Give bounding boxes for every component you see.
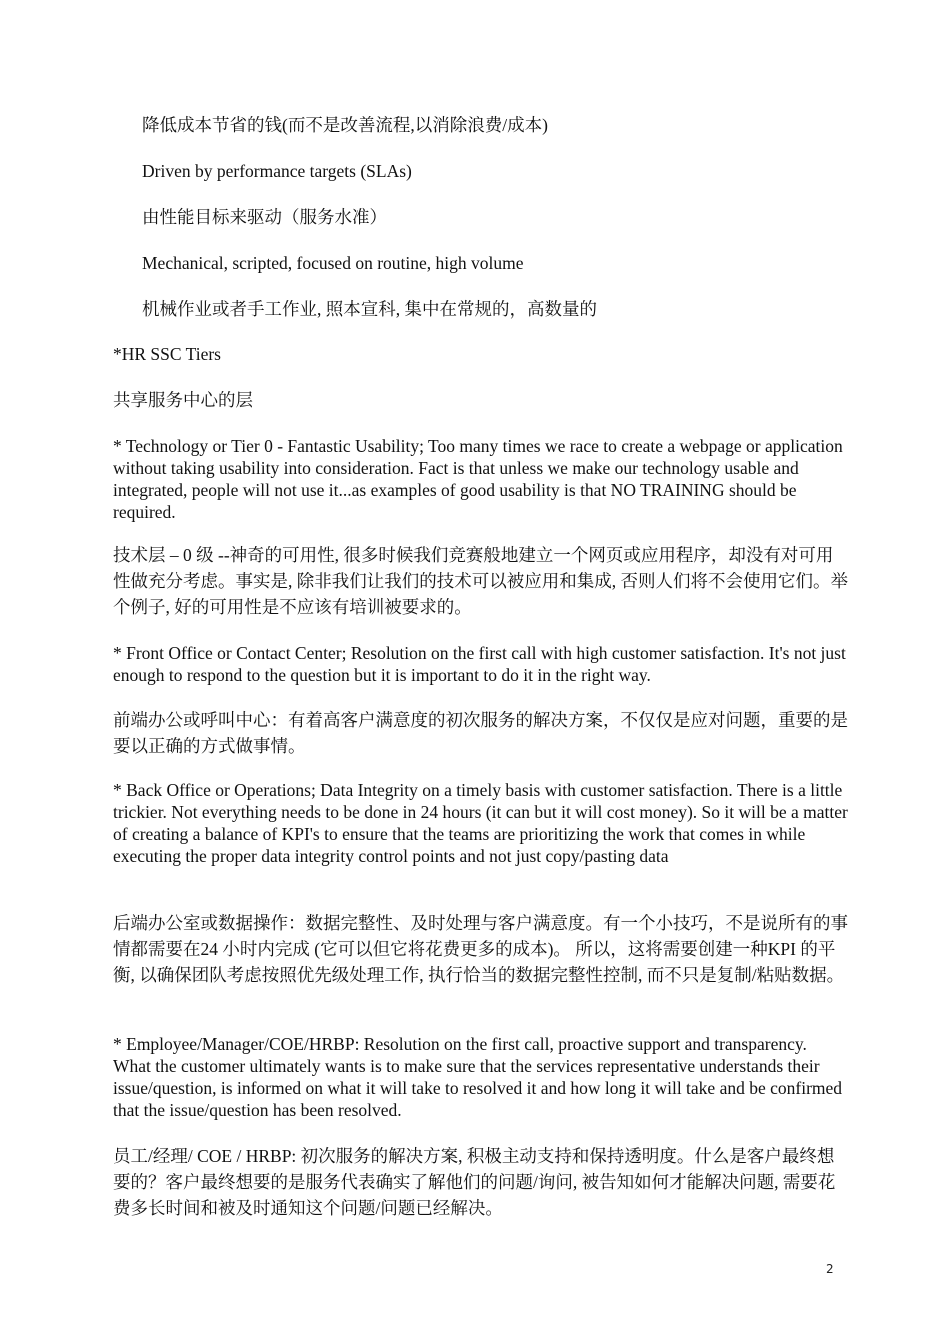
- line-mechanical: Mechanical, scripted, focused on routine, high volume: [142, 253, 524, 273]
- tier0-paragraph: * Technology or Tier 0 - Fantastic Usability; Too many times we race to create a webpage or application without taking usability into consideration. Fact is that unless we make our technology usable and integrated, people will not use it...as examples of good usability is that NO TRAINING should be required.: [113, 436, 843, 522]
- page-number: 2: [826, 1262, 834, 1276]
- line-performance-targets: Driven by performance targets (SLAs): [142, 161, 412, 181]
- tiers-heading-zh: 共享服务中心的层: [113, 390, 253, 410]
- line-mechanical-zh: 机械作业或者手工作业, 照本宣科, 集中在常规的，高数量的: [142, 299, 597, 319]
- back-office-paragraph: * Back Office or Operations; Data Integrity on a timely basis with customer satisfaction. There is a little trickier. Not everything needs to be done in 24 hours (it can but it will cost money). So it will be a matter of creating a balance of KPI's to ensure that the teams are prioritizing the work that comes in while executing the proper data integrity control points and not just copy/pasting data: [113, 780, 848, 866]
- employee-paragraph: * Employee/Manager/COE/HRBP: Resolution on the first call, proactive support and transparency. What the customer ultimately wants is to make sure that the services representative understands their issue/question, is informed on what it will take to resolved it and how long it will take and be confirmed that the issue/question has been resolved.: [113, 1034, 843, 1120]
- tiers-heading: *HR SSC Tiers: [113, 344, 221, 364]
- tier0-paragraph-zh: 技术层 – 0 级 --神奇的可用性, 很多时候我们竞赛般地建立一个网页或应用程序，却没有对可用性做充分考虑。事实是, 除非我们让我们的技术可以被应用和集成, 否则人们将不会使用它们。举个例子, 好的可用性是不应该有培训被要求的。: [113, 545, 848, 617]
- front-office-paragraph: * Front Office or Contact Center; Resolution on the first call with high customer satisfaction. It's not just enough to respond to the question but it is important to do it in the right way.: [113, 643, 846, 685]
- line-performance-targets-zh: 由性能目标来驱动（服务水准）: [142, 207, 387, 227]
- front-office-paragraph-zh: 前端办公或呼叫中心：有着高客户满意度的初次服务的解决方案，不仅仅是应对问题，重要的是要以正确的方式做事情。: [113, 710, 848, 756]
- employee-paragraph-zh: 员工/经理/ COE / HRBP: 初次服务的解决方案, 积极主动支持和保持透明度。什么是客户最终想要的？客户最终想要的是服务代表确实了解他们的问题/询问, 被告知如何才能解决问题, 需要花费多长时间和被及时通知这个问题/问题已经解决。: [113, 1146, 836, 1218]
- line-cost-savings: 降低成本节省的钱(而不是改善流程,以消除浪费/成本): [142, 115, 548, 135]
- back-office-paragraph-zh: 后端办公室或数据操作：数据完整性、及时处理与客户满意度。有一个小技巧，不是说所有的事情都需要在24 小时内完成 (它可以但它将花费更多的成本)。 所以，这将需要创建一种KPI 的平衡, 以确保团队考虑按照优先级处理工作, 执行恰当的数据完整性控制, 而不只是复制/粘贴数据。: [113, 913, 848, 985]
